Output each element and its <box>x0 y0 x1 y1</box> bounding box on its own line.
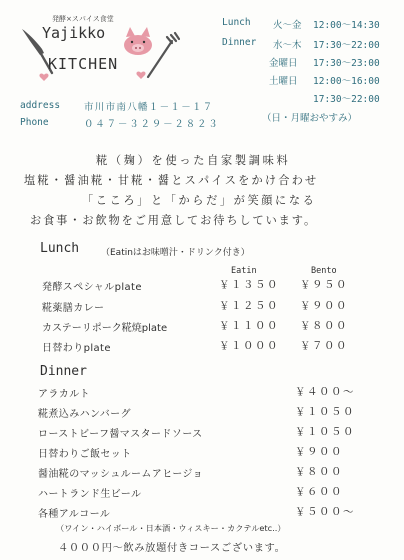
dinner-item-price: ￥９００ <box>295 446 343 458</box>
friday-hours-time: 17:30～23:00 <box>313 58 380 69</box>
dinner-item-price: ￥１０５０ <box>295 406 355 418</box>
dinner-item-name: 各種アルコール <box>38 509 111 520</box>
lunch-note: （Eatinはお味噌汁・ドリンク付き） <box>101 248 250 258</box>
lunch-item-bento-price: ￥９００ <box>300 300 348 312</box>
dinner-heading: Dinner <box>40 364 87 379</box>
friday-hours-days: 金曜日 <box>269 58 298 69</box>
column-bento: Bento <box>311 266 337 276</box>
lunch-hours-time: 12:00～14:30 <box>313 20 380 31</box>
logo-name-bottom: KITCHEN <box>48 55 119 73</box>
alcohol-note: （ワイン・ハイボール・日本酒・ウィスキー・カクテルetc..） <box>56 523 286 533</box>
lunch-item-bento-price: ￥７００ <box>300 340 348 352</box>
dinner-item-name: ローストビーフ醤マスタードソース <box>38 429 203 440</box>
saturday-hours-time-2: 17:30～22:00 <box>313 94 380 105</box>
dinner-item-name: ハートランド生ビール <box>38 489 142 500</box>
saturday-hours-days: 土曜日 <box>269 76 298 87</box>
pig-icon <box>124 27 152 55</box>
logo-tagline: 発酵×スパイス食堂 <box>52 15 114 23</box>
lunch-item-name: カステーリポーク糀焼plate <box>42 323 168 334</box>
closed-days: （日・月曜おやすみ） <box>262 113 358 124</box>
dinner-hours-time: 17:30～22:00 <box>313 40 380 51</box>
dinner-item-price: ￥５００～ <box>295 506 355 518</box>
intro-line-3: 「こころ」と「からだ」が笑顔になる <box>82 194 317 207</box>
dinner-item-price: ￥１０５０ <box>295 426 355 438</box>
phone-label: Phone <box>20 117 49 128</box>
lunch-item-name: 糀薬膳カレー <box>42 303 105 314</box>
intro-line-2: 塩糀・醤油糀・甘糀・醤とスパイスをかけ合わせ <box>24 174 319 187</box>
lunch-item-bento-price: ￥８００ <box>300 320 348 332</box>
intro-line-4: お食事・お飲物をご用意してお待ちしています。 <box>30 214 318 227</box>
dinner-hours-label: Dinner <box>222 37 257 48</box>
lunch-item-bento-price: ￥９５０ <box>300 279 348 291</box>
intro-line-1: 糀（麹）を使った自家製調味料 <box>96 154 291 167</box>
lunch-item-eatin-price: ￥１１００ <box>219 320 279 332</box>
lunch-hours-days: 火～金 <box>273 20 302 31</box>
lunch-item-eatin-price: ￥１０００ <box>219 340 279 352</box>
dinner-item-price: ￥６００ <box>295 486 343 498</box>
saturday-hours-time: 12:00～16:00 <box>313 76 380 87</box>
column-eatin: Eatin <box>231 266 257 276</box>
lunch-item-name: 日替わりplate <box>42 343 111 354</box>
dinner-item-name: 日替わりご飯セット <box>38 449 132 460</box>
lunch-heading: Lunch <box>40 241 80 256</box>
course-note: ４０００円～飲み放題付きコースございます。 <box>58 542 286 554</box>
dinner-item-name: 醤油糀のマッシュルームアヒージョ <box>38 469 203 480</box>
address-value: 市川市南八幡１－１－１７ <box>84 102 214 113</box>
fork-icon <box>148 33 179 77</box>
lunch-hours-label: Lunch <box>222 17 251 28</box>
phone-value[interactable]: ０４７－３２９－２８２３ <box>84 119 220 130</box>
dinner-item-name: 糀煮込みハンバーグ <box>38 409 131 420</box>
logo-name-top: Yajikko <box>42 24 106 42</box>
lunch-item-eatin-price: ￥１２５０ <box>219 300 279 312</box>
lunch-item-name: 発酵スペシャルplate <box>42 282 142 293</box>
heart-icon <box>39 74 48 81</box>
lunch-item-eatin-price: ￥１３５０ <box>219 279 279 291</box>
dinner-item-name: アラカルト <box>38 389 90 400</box>
dinner-hours-days: 水～木 <box>273 40 302 51</box>
address-label: address <box>20 100 61 111</box>
dinner-item-price: ￥４００～ <box>295 386 355 398</box>
dinner-item-price: ￥８００ <box>295 466 343 478</box>
heart-icon <box>136 72 145 79</box>
